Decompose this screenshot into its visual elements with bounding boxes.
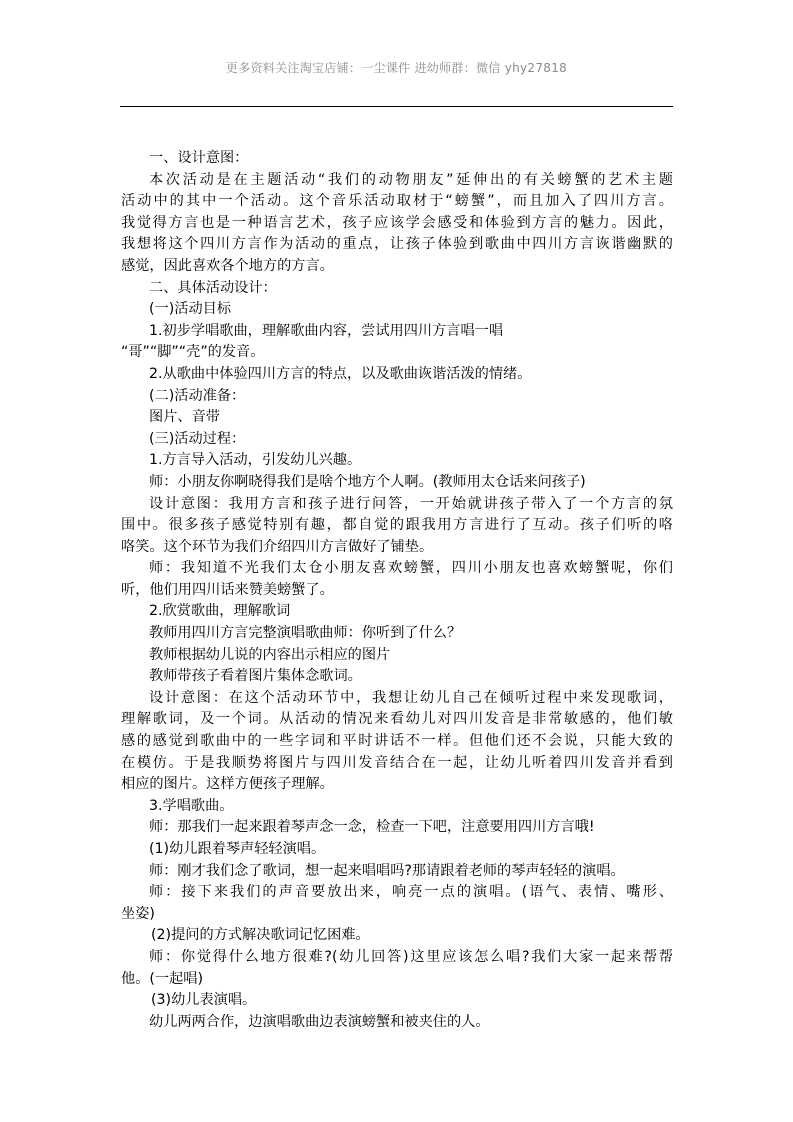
body-line: 教师带孩子看着图片集体念歌词。 [149, 668, 362, 685]
body-line: 本次活动是在主题活动“我们的动物朋友”延伸出的有关螃蟹的艺术主题 [149, 171, 673, 188]
body-line: 图片、音带 [149, 409, 220, 426]
body-line: 感的感觉到歌曲中的一些字词和平时讲话不一样。但他们还不会说，只能大致的 [121, 733, 673, 750]
body-line: 师：你觉得什么地方很难?(幼儿回答)这里应该怎么唱?我们大家一起来帮帮 [149, 948, 673, 965]
body-line: 师：那我们一起来跟着琴声念一念，检查一下吧，注意要用四川方言哦! [149, 819, 595, 836]
body-line: 围中。很多孩子感觉特别有趣，都自觉的跟我用方言进行了互动。孩子们听的咯 [121, 517, 673, 534]
body-line: 理解歌词，及一个词。从活动的情况来看幼儿对四川发音是非常敏感的，他们敏 [121, 711, 673, 728]
body-line: 设计意图：在这个活动环节中，我想让幼儿自己在倾听过程中来发现歌词， [149, 689, 673, 706]
body-line: 他。(一起唱) [121, 970, 204, 987]
body-line: 我觉得方言也是一种语言艺术，孩子应该学会感受和体验到方言的魅力。因此， [121, 214, 673, 231]
body-line: (三)活动过程： [149, 430, 246, 447]
body-line: 一、设计意图： [149, 150, 249, 166]
body-line: 听，他们用四川话来赞美螃蟹了。 [121, 581, 334, 598]
body-line: “哥”“脚”“壳”的发音。 [121, 344, 265, 361]
body-line: (2)提问的方式解决歌词记忆困难。 [151, 927, 370, 944]
body-line: (3)幼儿表演唱。 [151, 992, 257, 1009]
body-line: 师：小朋友你啊晓得我们是啥个地方个人啊。(教师用太仓话来问孩子) [149, 473, 586, 490]
body-line: 1.初步学唱歌曲，理解歌曲内容，尝试用四川方言唱一唱 [149, 322, 504, 339]
body-line: 相应的图片。这样方便孩子理解。 [121, 776, 334, 793]
document-body [121, 148, 673, 1033]
body-line: 师：我知道不光我们太仓小朋友喜欢螃蟹，四川小朋友也喜欢螃蟹呢，你们 [149, 560, 673, 577]
body-line: 1.方言导入活动，引发幼儿兴趣。 [149, 452, 362, 469]
body-line: 2.从歌曲中体验四川方言的特点，以及歌曲诙谐活泼的情绪。 [149, 365, 532, 382]
body-line: (二)活动准备： [149, 387, 246, 404]
body-line: (一)活动目标 [149, 301, 232, 318]
body-line: 活动中的其中一个活动。这个音乐活动取材于“螃蟹”，而且加入了四川方言。 [121, 193, 673, 210]
body-line: 感觉，因此喜欢各个地方的方言。 [121, 257, 334, 274]
page-header: 更多资料关注淘宝店铺：一尘课件 进幼师群：微信 yhy27818 [225, 61, 568, 75]
body-line: 咯笑。这个环节为我们介绍四川方言做好了铺垫。 [121, 538, 434, 555]
body-line: 设计意图：我用方言和孩子进行问答，一开始就讲孩子带入了一个方言的氛 [149, 495, 673, 512]
body-line: 教师根据幼儿说的内容出示相应的图片 [149, 646, 391, 663]
body-line: 3.学唱歌曲。 [149, 797, 234, 814]
body-line: 我想将这个四川方言作为活动的重点，让孩子体验到歌曲中四川方言诙谐幽默的 [121, 236, 673, 253]
body-line: 坐姿) [121, 905, 155, 922]
body-line: 2.欣赏歌曲，理解歌词 [149, 603, 291, 620]
body-line: 师：接下来我们的声音要放出来，响亮一点的演唱。(语气、表情、嘴形、 [149, 884, 673, 901]
body-line: 二、具体活动设计： [149, 279, 277, 296]
body-line: 幼儿两两合作，边演唱歌曲边表演螃蟹和被夹住的人。 [149, 1013, 490, 1030]
header-divider [120, 106, 673, 107]
body-line: 在模仿。于是我顺势将图片与四川发音结合在一起，让幼儿听着四川发音并看到 [121, 754, 673, 771]
body-line: 教师用四川方言完整演唱歌曲师：你听到了什么？ [149, 625, 462, 642]
body-line: (1)幼儿跟着琴声轻轻演唱。 [149, 841, 326, 857]
body-line: 师：刚才我们念了歌词，想一起来唱唱吗?那请跟着老师的琴声轻轻的演唱。 [149, 862, 625, 879]
